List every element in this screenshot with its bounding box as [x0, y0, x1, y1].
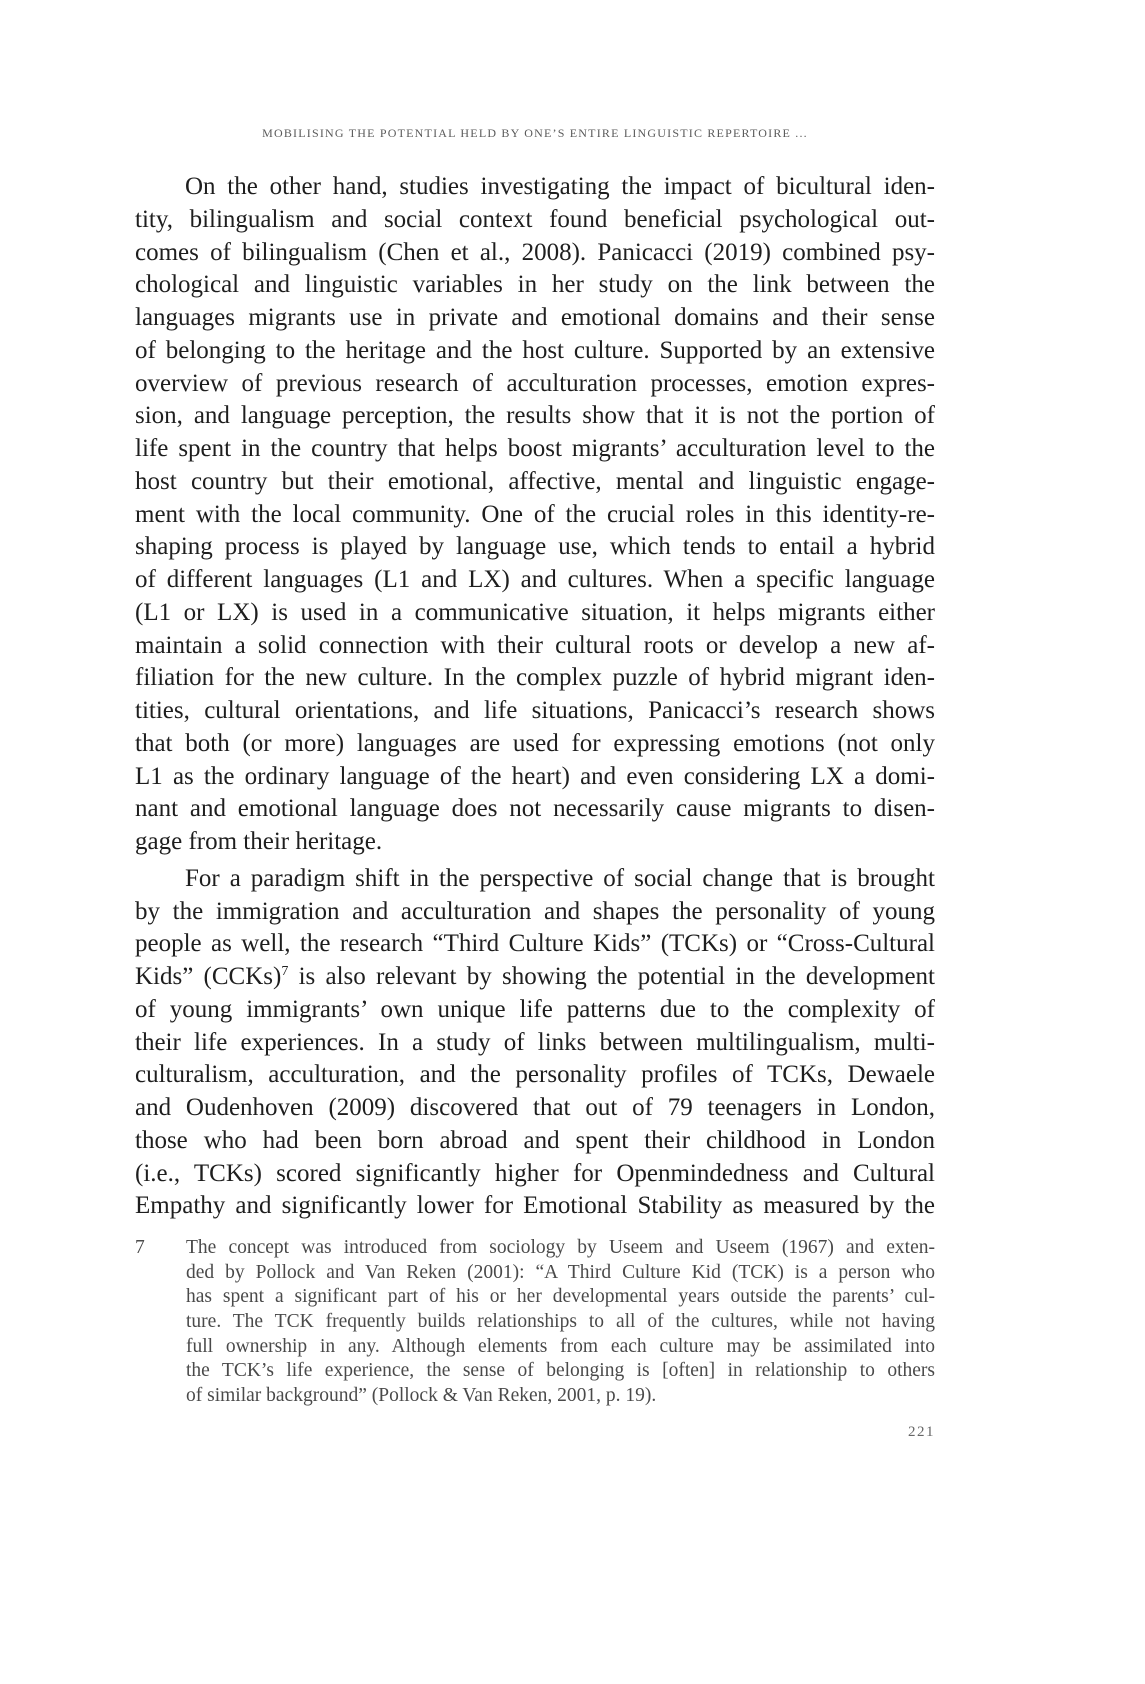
- body-line: languages migrants use in private and emotional domains and their sense: [135, 304, 935, 331]
- body-line: (i.e., TCKs) scored significantly higher for Openmindedness and Cultural: [135, 1159, 935, 1187]
- body-text: [135, 171, 935, 1223]
- footnote: [135, 1236, 935, 1409]
- body-line: host country but their emotional, affective, mental and linguistic engage-: [135, 467, 935, 495]
- footnote-line: ded by Pollock and Van Reken (2001): “A Third Culture Kid (TCK) is a person who: [186, 1261, 935, 1283]
- body-line: comes of bilingualism (Chen et al., 2008). Panicacci (2019) combined psy-: [135, 238, 935, 266]
- body-line: culturalism, acculturation, and the personality profiles of TCKs, Dewaele: [135, 1061, 935, 1089]
- body-line: gage from their heritage.: [135, 828, 383, 855]
- body-line: L1 as the ordinary language of the heart) and even considering LX a domi-: [135, 762, 935, 790]
- body-line: tities, cultural orientations, and life situations, Panicacci’s research shows: [135, 697, 935, 724]
- footnote-line: The concept was introduced from sociology by Useem and Useem (1967) and exten-: [186, 1237, 935, 1258]
- body-line-text: is also relevant by showing the potential in the development: [288, 963, 935, 990]
- paragraph: [135, 171, 935, 859]
- body-line: people as well, the research “Third Culture Kids” (TCKs) or “Cross-Cultural: [135, 930, 935, 958]
- body-line: of different languages (L1 and LX) and cultures. When a specific language: [135, 566, 935, 593]
- body-line: chological and linguistic variables in her study on the link between the: [135, 271, 935, 299]
- body-line: filiation for the new culture. In the complex puzzle of hybrid migrant iden-: [135, 664, 935, 692]
- body-line: of young immigrants’ own unique life patterns due to the complexity of: [135, 995, 935, 1023]
- footnote-line: of similar background” (Pollock & Van Reken, 2001, p. 19).: [186, 1385, 657, 1407]
- body-line: shaping process is played by language use, which tends to entail a hybrid: [135, 533, 935, 561]
- footnote-line: ture. The TCK frequently builds relationships to all of the cultures, while not having: [186, 1311, 935, 1333]
- body-line: tity, bilingualism and social context found beneficial psychological out-: [135, 205, 935, 233]
- body-line: [135, 961, 935, 994]
- running-header: MOBILISING THE POTENTIAL HELD BY ONE’S ENTIRE LINGUISTIC REPERTOIRE ...: [262, 126, 808, 140]
- body-line: and Oudenhoven (2009) discovered that out of 79 teenagers in London,: [135, 1094, 935, 1121]
- paragraph: [135, 863, 935, 1223]
- body-line: that both (or more) languages are used for expressing emotions (not only: [135, 729, 935, 757]
- body-line: Empathy and significantly lower for Emotional Stability as measured by the: [135, 1192, 935, 1220]
- footnote-line: full ownership in any. Although elements from each culture may be assimilated into: [186, 1335, 935, 1357]
- body-line: overview of previous research of acculturation processes, emotion expres-: [135, 369, 935, 397]
- body-line: nant and emotional language does not necessarily cause migrants to disen-: [135, 795, 935, 823]
- body-line: On the other hand, studies investigating the impact of bicultural iden-: [185, 173, 935, 200]
- body-line: those who had been born abroad and spent their childhood in London: [135, 1126, 935, 1154]
- body-line: For a paradigm shift in the perspective of social change that is brought: [185, 864, 935, 892]
- body-line: sion, and language perception, the results show that it is not the portion of: [135, 402, 935, 430]
- footnote-line: has spent a significant part of his or her developmental years outside the parents’ cul-: [186, 1286, 935, 1308]
- page-number: 221: [908, 1424, 935, 1440]
- body-line: their life experiences. In a study of links between multilingualism, multi-: [135, 1028, 935, 1056]
- footnote-line: the TCK’s life experience, the sense of belonging is [often] in relationship to others: [186, 1360, 935, 1382]
- body-line: of belonging to the heritage and the host culture. Supported by an extensive: [135, 336, 935, 364]
- footnote-reference: 7: [281, 964, 289, 979]
- footnote-number: 7: [135, 1237, 145, 1258]
- body-line-text: Kids” (CCKs): [135, 963, 282, 990]
- body-line: maintain a solid connection with their cultural roots or develop a new af-: [135, 631, 935, 659]
- body-line: by the immigration and acculturation and shapes the personality of young: [135, 897, 935, 925]
- body-line: (L1 or LX) is used in a communicative situation, it helps migrants either: [135, 598, 935, 626]
- body-line: ment with the local community. One of the crucial roles in this identity-re-: [135, 500, 935, 528]
- body-line: life spent in the country that helps boost migrants’ acculturation level to the: [135, 435, 935, 462]
- footnote-text: [186, 1236, 935, 1409]
